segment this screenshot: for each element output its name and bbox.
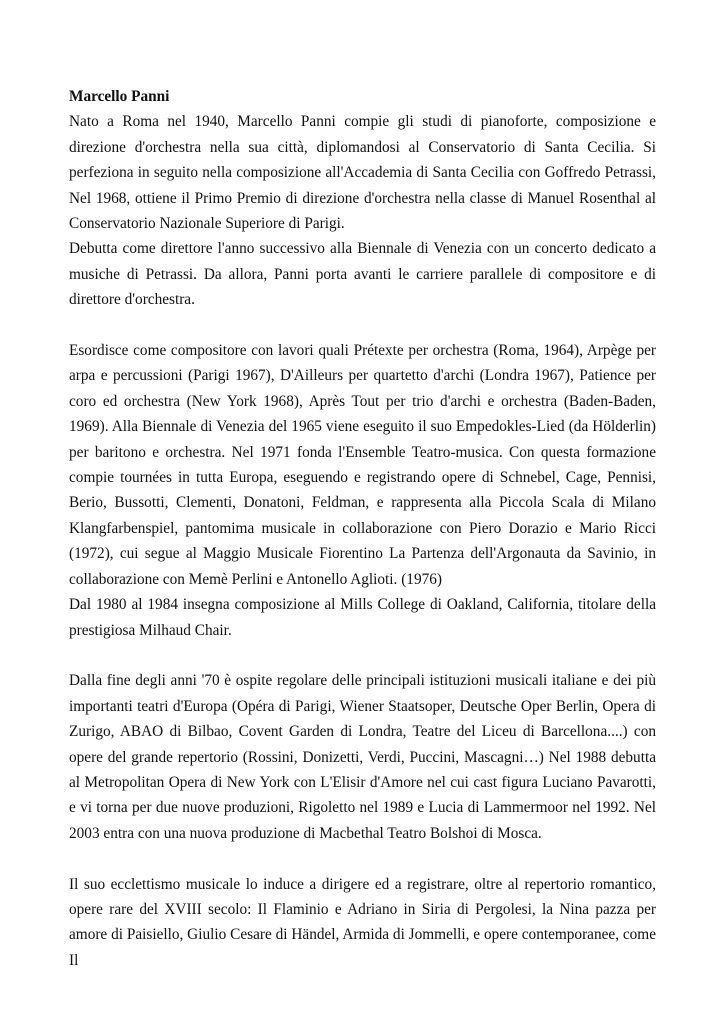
document-page (69, 84, 656, 973)
paragraph-eclecticism: Il suo ecclettismo musicale lo induce a dirigere ed a registrare, oltre al repertorio romantico, opere rare del XVIII secolo: Il Flaminio e Adriano in Siria di Pergolesi, la Nina pazza per amore di Paisiello, Giulio Cesare di Händel, Armida di Jommelli, e opere contemporanee, come Il (69, 875, 656, 969)
document-title: Marcello Panni (69, 88, 170, 105)
paragraph-composer-works: Esordisce come compositore con lavori quali Prétexte per orchestra (Roma, 1964), Arpège per arpa e percussioni (Parigi 1967), D'Ailleurs per quartetto d'archi (Londra 1967), Patience per coro ed orchestra (New York 1968), Après Tout per trio d'archi e orchestra (Baden-Baden, 1969). Alla Biennale di Venezia del 1965 viene eseguito il suo Empedokles-Lied (da Hölderlin) per baritono e orchestra. Nel 1971 fonda l'Ensemble Teatro-musica. Con questa formazione compie tournées in tutta Europa, eseguendo e registrando opere di Schnebel, Cage, Pennisi, Berio, Bussotti, Clementi, Donatoni, Feldman, e rappresenta alla Piccola Scala di Milano Klangfarbenspiel, pantomima musicale in collaborazione con Piero Dorazio e Mario Ricci (1972), cui segue al Maggio Musicale Fiorentino La Partenza dell'Argonauta da Savinio, in collaborazione con Memè Perlini e Antonello Aglioti. (1976) (69, 342, 656, 588)
paragraph-opera-career: Dalla fine degli anni '70 è ospite regolare delle principali istituzioni musicali italiane e dei più importanti teatri d'Europa (Opéra di Parigi, Wiener Staatsoper, Deutsche Oper Berlin, Opera di Zurigo, ABAO di Bilbao, Covent Garden di Londra, Teatre del Liceu di Barcellona....) con opere del grande repertorio (Rossini, Donizetti, Verdi, Puccini, Mascagni…) Nel 1988 debutta al Metropolitan Opera di New York con L'Elisir d'Amore nel cui cast figura Luciano Pavarotti, e vi torna per due nuove produzioni, Rigoletto nel 1989 e Lucia di Lammermoor nel 1992. Nel 2003 entra con una nuova produzione di Macbethal Teatro Bolshoi di Mosca. (69, 672, 656, 842)
paragraph-conducting-debut: Debutta come direttore l'anno successivo alla Biennale di Venezia con un concerto dedicato a musiche di Petrassi. Da allora, Panni porta avanti le carriere parallele di compositore e di direttore d'orchestra. (69, 240, 656, 309)
paragraph-spacer (69, 846, 656, 871)
paragraph-mills-college: Dal 1980 al 1984 insegna composizione al Mills College di Oakland, California, titolare della prestigiosa Milhaud Chair. (69, 596, 656, 639)
paragraph-spacer (69, 643, 656, 668)
paragraph-biography-intro: Nato a Roma nel 1940, Marcello Panni compie gli studi di pianoforte, composizione e direzione d'orchestra nella sua città, diplomandosi al Conservatorio di Santa Cecilia. Si perfeziona in seguito nella composizione all'Accademia di Santa Cecilia con Goffredo Petrassi, Nel 1968, ottiene il Primo Premio di direzione d'orchestra nella classe di Manuel Rosenthal al Conservatorio Nazionale Superiore di Parigi. (69, 113, 656, 233)
paragraph-spacer (69, 313, 656, 338)
